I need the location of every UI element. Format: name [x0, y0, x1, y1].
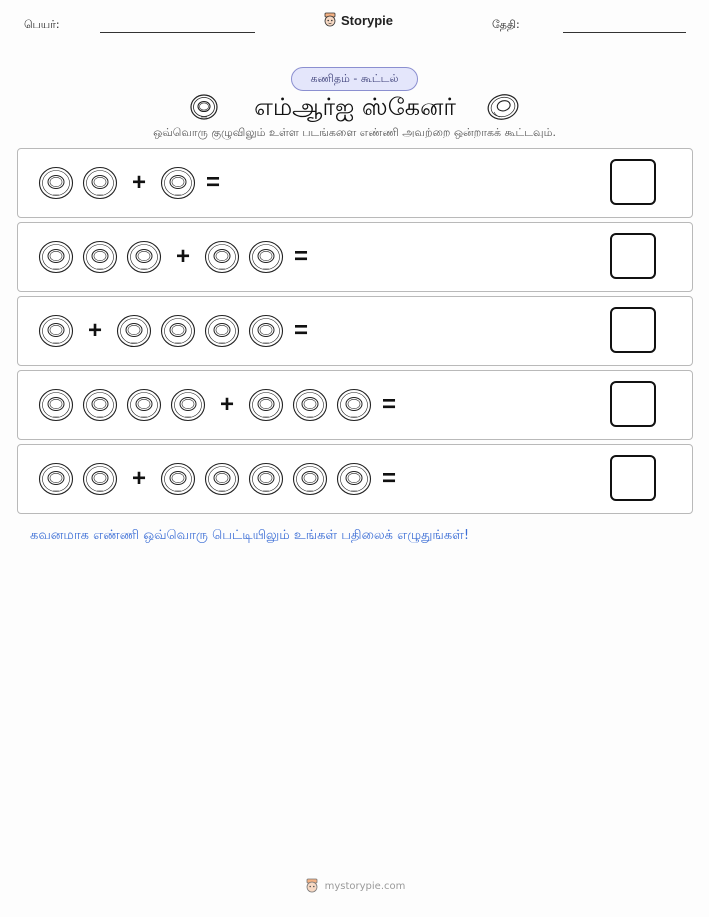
title-row [0, 90, 709, 124]
donut-ring-icon [126, 239, 162, 275]
problem-row [17, 222, 693, 292]
problem-row [17, 370, 693, 440]
donut-ring-icon-angled [486, 92, 520, 122]
name-label: பெயர்: [24, 18, 60, 31]
date-label: தேதி: [492, 18, 520, 31]
footer-note: கவனமாக எண்ணி ஒவ்வொரு பெட்டியிலும் உங்கள் பதிலைக் எழுதுங்கள்! [30, 528, 470, 543]
plus-sign: + [88, 317, 103, 344]
plus-sign: + [132, 465, 147, 492]
equals-sign: = [382, 465, 397, 492]
donut-ring-icon [82, 461, 118, 497]
answer-box[interactable] [610, 307, 656, 353]
donut-ring-icon [336, 387, 372, 423]
donut-ring-icon [160, 165, 196, 201]
storypie-mascot-icon [304, 878, 320, 894]
donut-ring-icon [38, 165, 74, 201]
donut-ring-icon [38, 461, 74, 497]
date-input-line[interactable] [563, 32, 686, 33]
plus-sign: + [132, 169, 147, 196]
worksheet-header [0, 0, 709, 50]
equals-sign: = [294, 317, 309, 344]
brand-logo [322, 12, 393, 28]
donut-ring-icon [248, 461, 284, 497]
donut-ring-icon [38, 313, 74, 349]
equals-sign: = [382, 391, 397, 418]
equals-sign: = [206, 169, 221, 196]
donut-ring-icon [204, 313, 240, 349]
problem-expression [38, 461, 410, 497]
donut-ring-icon [160, 313, 196, 349]
answer-box[interactable] [610, 455, 656, 501]
plus-sign: + [220, 391, 235, 418]
problem-row [17, 444, 693, 514]
donut-ring-icon [116, 313, 152, 349]
donut-ring-icon [170, 387, 206, 423]
name-input-line[interactable] [100, 32, 255, 33]
donut-ring-icon [82, 239, 118, 275]
donut-ring-icon [38, 239, 74, 275]
donut-ring-icon [204, 461, 240, 497]
page-title: எம்ஆர்ஐ ஸ்கேனர் [254, 93, 456, 121]
plus-sign: + [176, 243, 191, 270]
answer-box[interactable] [610, 159, 656, 205]
donut-ring-icon [248, 387, 284, 423]
donut-ring-icon [82, 387, 118, 423]
problem-row [17, 148, 693, 218]
instructions: ஒவ்வொரு குழுவிலும் உள்ள படங்களை எண்ணி அவற்றை ஒன்றாகக் கூட்டவும். [153, 126, 556, 139]
donut-ring-icon [38, 387, 74, 423]
donut-ring-icon [126, 387, 162, 423]
donut-ring-icon [248, 313, 284, 349]
donut-ring-icon [292, 387, 328, 423]
donut-ring-icon [292, 461, 328, 497]
problem-expression [38, 165, 234, 201]
problem-expression [38, 239, 322, 275]
brand-name: Storypie [341, 12, 394, 28]
donut-ring-icon [248, 239, 284, 275]
problem-expression [38, 313, 322, 349]
donut-ring-icon [82, 165, 118, 201]
answer-box[interactable] [610, 233, 656, 279]
problem-row [17, 296, 693, 366]
footer-site: mystorypie.com [324, 880, 406, 892]
equals-sign: = [294, 243, 309, 270]
category-pill: கணிதம் - கூட்டல் [291, 67, 418, 91]
donut-ring-icon [160, 461, 196, 497]
problem-expression [38, 387, 410, 423]
problem-list [17, 148, 693, 518]
page-footer [0, 878, 709, 894]
donut-ring-icon [336, 461, 372, 497]
donut-ring-icon [189, 93, 219, 121]
donut-ring-icon [204, 239, 240, 275]
answer-box[interactable] [610, 381, 656, 427]
storypie-mascot-icon [322, 12, 338, 28]
